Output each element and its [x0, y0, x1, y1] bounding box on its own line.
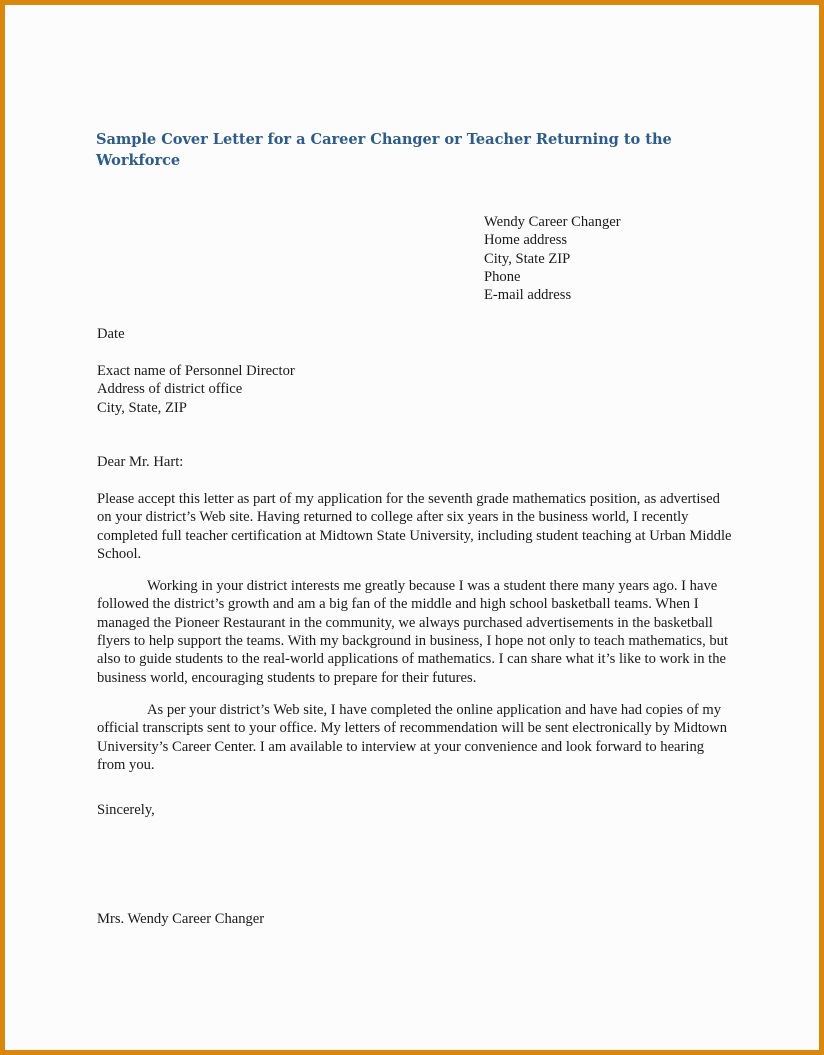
- letter-date: Date: [97, 326, 125, 342]
- body-paragraph-1: Please accept this letter as part of my application for the seventh grade mathematics position, as advertised on your district’s Web site. Having returned to college after six years in the business world, I recently completed full teacher certification at Midtown State University, including student teaching at Urban Middle School.: [97, 491, 732, 562]
- letter-body: [97, 490, 736, 788]
- recipient-address-block: [97, 362, 295, 417]
- body-paragraph-3: As per your district’s Web site, I have completed the online application and have had copies of my official transcripts sent to your office. My letters of recommendation will be sent electronically by Midtown University’s Career Center. I am available to interview at your convenience and look forward to hearing from you.: [97, 701, 728, 773]
- page-title-line-1: Sample Cover Letter for a Career Changer or Teacher Returning to the: [96, 131, 672, 148]
- body-paragraph-2: Working in your district interests me greatly because I was a student there many years ago. I have followed the district’s growth and am a big fan of the middle and high school basketball teams. When I managed the Pioneer Restaurant in the community, we always purchased advertisements in the basketball flyers to help support the teams. With my background in business, I hope not only to teach mathematics, but also to guide students to the real-world applications of mathematics. I can share what it’s like to work in the business world, encouraging students to prepare for their futures.: [97, 578, 729, 686]
- page-title: [96, 129, 711, 171]
- salutation: Dear Mr. Hart:: [97, 454, 184, 470]
- sender-address-block: [484, 213, 621, 304]
- signature-name: Mrs. Wendy Career Changer: [97, 911, 265, 927]
- recipient-city-state-zip: City, State, ZIP: [97, 399, 187, 416]
- recipient-name: Exact name of Personnel Director: [97, 363, 295, 379]
- sender-phone: Phone: [484, 268, 521, 285]
- page-title-line-2: Workforce: [96, 152, 181, 169]
- closing-valediction: Sincerely,: [97, 802, 155, 818]
- sender-city-state-zip: City, State ZIP: [484, 250, 571, 267]
- sender-email: E-mail address: [484, 287, 572, 304]
- recipient-office-address: Address of district office: [97, 381, 243, 398]
- sender-home-address: Home address: [484, 232, 568, 249]
- sender-name: Wendy Career Changer: [484, 214, 621, 230]
- letter-document: [5, 5, 819, 1050]
